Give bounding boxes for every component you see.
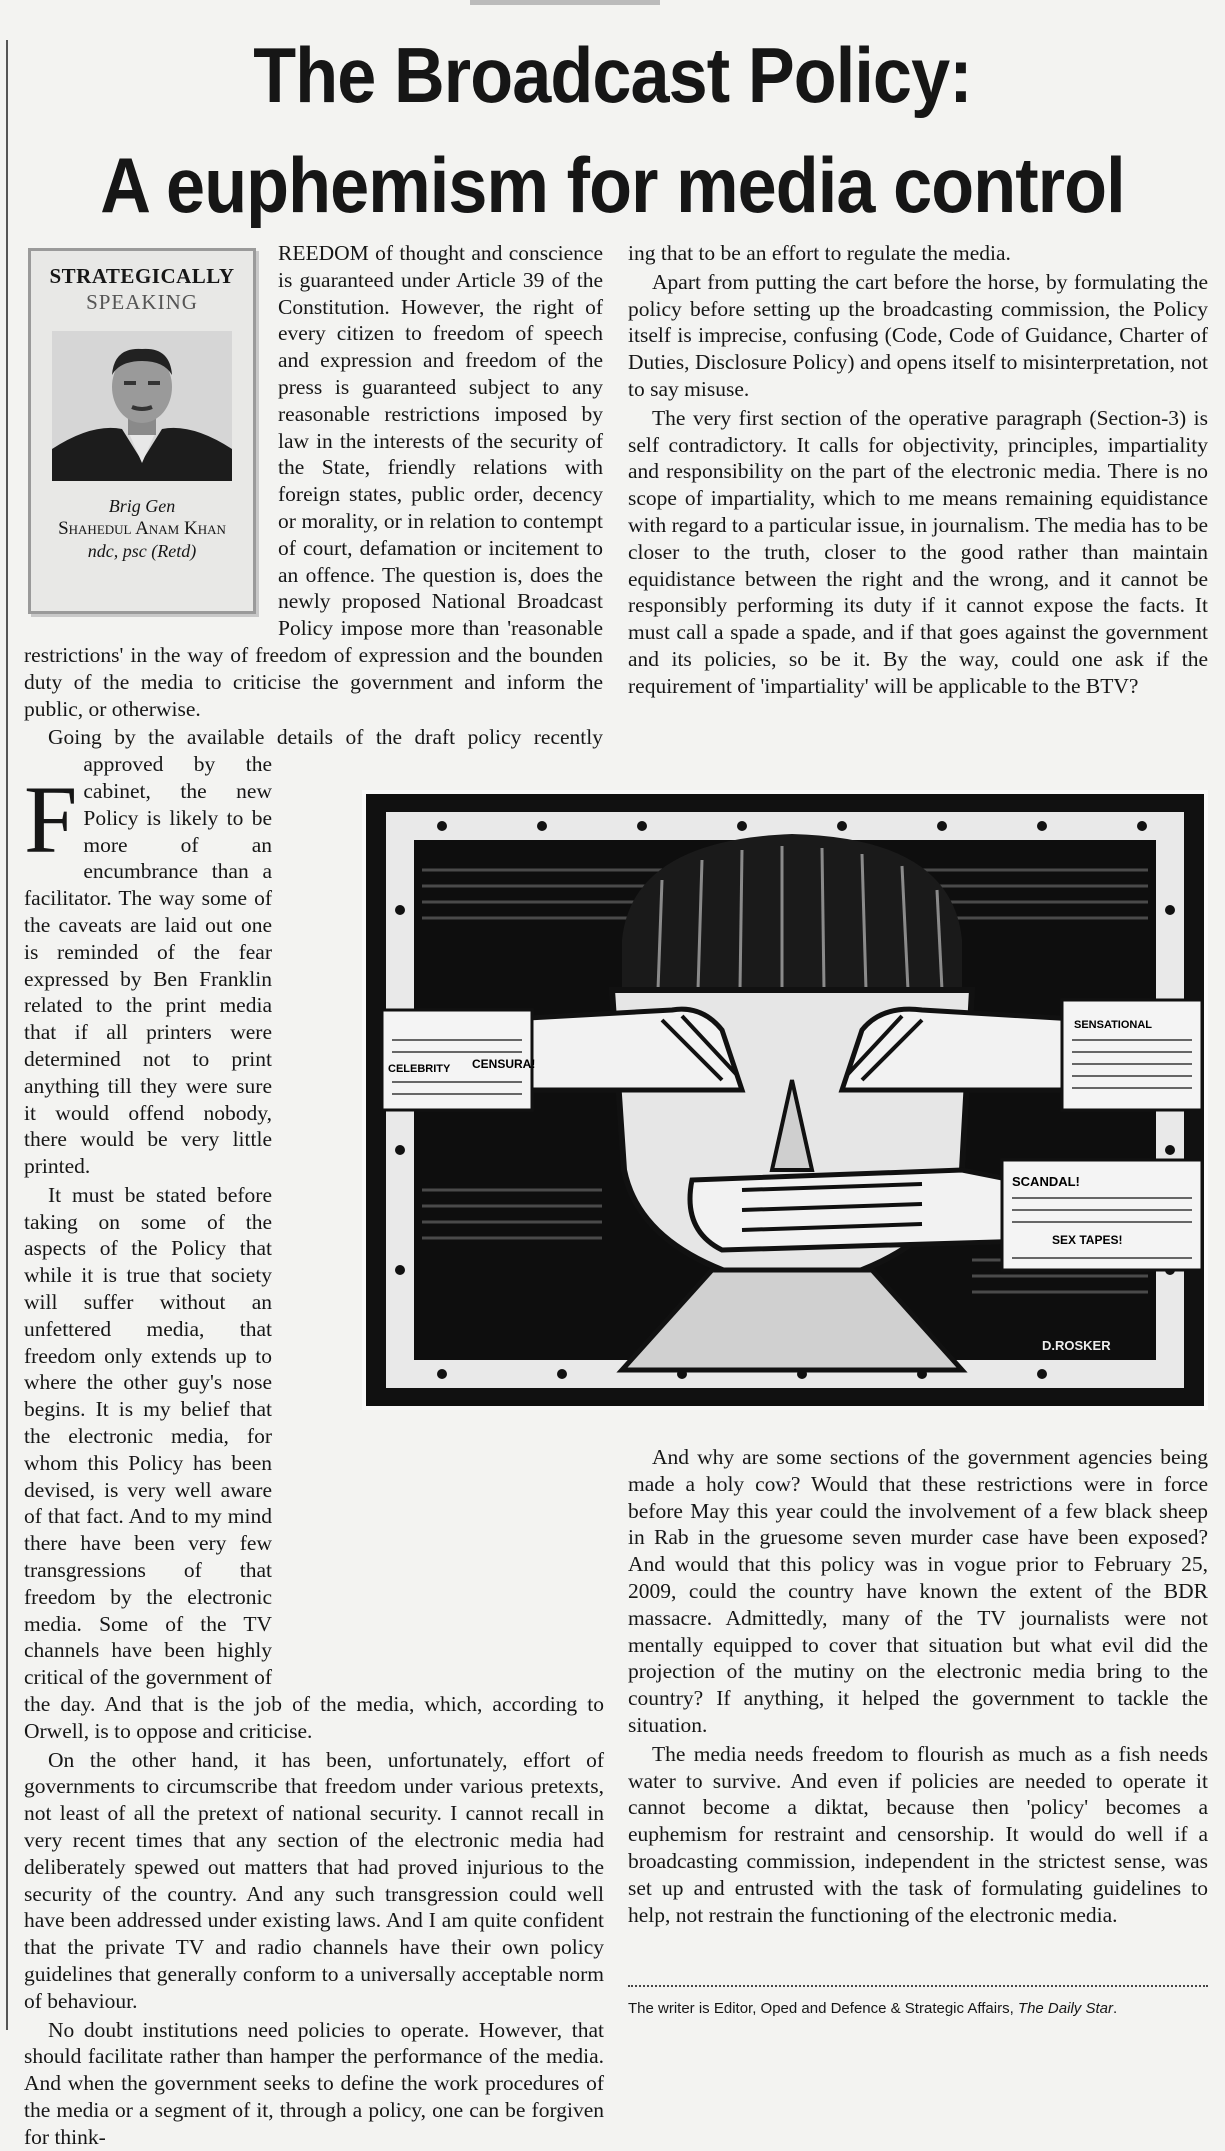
column-title: STRATEGICALLY (49, 264, 235, 288)
author-name: Shahedul Anam Khan (58, 518, 226, 539)
paragraph-8: The very first section of the operative paragraph (Section-3) is self contradictory. It calls for objectivity, principles, impartiality and responsibility on the part of the electronic media. There is no scope of impartiality, which to me means remaining equidistance with regard to a particular issue, in journalism. The media has to be closer to the truth, closer to the good rather than maintain equidistance between the right and the wrong, and it cannot be responsibly performing its duty if it cannot expose the facts. It must call a spade a spade, and if that goes against the government and its policies, so be it. By the way, could one ask if the requirement of 'impartiality' will be applicable to the BTV? (628, 405, 1208, 698)
footnote-text: The writer is Editor, Oped and Defence & Strategic Affairs, (628, 2000, 1018, 2017)
paragraph-1-text: REEDOM of thought and conscience is guaranteed under Article 39 of the Constitution. However, the right of every citizen to freedom of speech and expression and freedom of the press is guaranteed subject to any reasonable restrictions imposed by law in the interests of the security of the State, friendly relations with foreign states, public order, decency or morality, or in relation to contempt of court, defamation or incitement to an offence. The question is, does the newly proposed National Broadcast Policy impose more than 'reasonable restrictions' in the way of freedom of expression and the bounden duty of the media to criticise the government and inform the public, or otherwise. (24, 241, 603, 721)
paragraph-2: Going by the available details of the draft policy recently approved by the cabinet, the new Policy is likely to be more of an encumbrance than a facilitator. The way some of the caveats are laid out one is reminded of the fear expressed by Ben Franklin related to the print media that if all printers were determined not to print anything till they were sure it would offend nobody, there would be very little printed. (24, 725, 603, 1179)
cartoon-text-censura: CENSURA! (472, 1057, 536, 1071)
drop-cap: F (24, 766, 78, 873)
cartoon-text-celebrity: CELEBRITY (388, 1063, 451, 1075)
author-photo (52, 331, 232, 481)
paragraph-7: Apart from putting the cart before the horse, by formulating the policy before setting up the broadcasting commission, the Policy itself is imprecise, confusing (Code, Code of Guidance, Charter of Duties, Disclosure Policy) and opens itself to misinterpretation, not to say misuse. (628, 269, 1208, 401)
cartoon-text-sex-tapes: SEX TAPES! (1052, 1233, 1123, 1247)
top-rule (470, 0, 660, 5)
paragraph-3: It must be stated before taking on some of the aspects of the Policy that while it is true that society will suffer without an unfettered media, that freedom only extends up to where the other guy's nose begins. It is my belief that the electronic media, for whom this Policy has been devised, is very well aware of that fact. And to my mind there have been very few transgressions of that freedom by the electronic media. Some of the TV channels have been highly critical of the government of the day. And that is the job of the media, which, according to Orwell, is to oppose and criticise. (24, 1182, 604, 1743)
left-column-rule (6, 40, 8, 2030)
article-column-2-bottom (628, 1444, 1208, 1964)
paragraph-10: The media needs freedom to flourish as much as a fish needs water to survive. And even if policies are needed to operate it cannot become a diktat, because then 'policy' becomes a euphemism for restraint and censorship. It would do well if a broadcasting commission, independent in the strictest sense, was set up and entrusted with the task of formulating guidelines to help, not restrain the functioning of the electronic media. (628, 1741, 1208, 1927)
cartoon-text-scandal: SCANDAL! (1012, 1174, 1080, 1189)
paragraph-9: And why are some sections of the government agencies being made a holy cow? Would that these restrictions were in force before May this year could the involvement of a few black sheep in Rab in the gruesome seven murder case have been exposed? And would that this policy was in vogue prior to February 25, 2009, could the country have known the extent of the BDR massacre. Admittedly, many of the TV journalists were not mentally equipped to cover that situation but what evil did the projection of the mutiny on the electronic media bring to the country? If anything, it helped the government to tackle the situation. (628, 1445, 1208, 1737)
cartoon-text-sensational: SENSATIONAL (1074, 1019, 1153, 1031)
paragraph-5: No doubt institutions need policies to operate. However, that should facilitate rather than hamper the performance of the media. And when the government seeks to define the work procedures of the media or a segment of it, through a policy, one can be forgiven for think- (24, 2017, 604, 2149)
column-byline-box (28, 248, 256, 614)
author-rank: Brig Gen (108, 496, 176, 516)
spacer (603, 240, 604, 775)
headline (88, 20, 1137, 240)
paragraph-4: On the other hand, it has been, unfortunately, effort of governments to circumscribe that freedom under various pretexts, not least of all the pretext of national security. I cannot recall in very recent times that any section of the electronic media had deliberately spewed out matters that had proved injurious to the security of the country. And any such transgression could well have been addressed under existing laws. And I am quite confident that the private TV and radio channels have their own policy guidelines that generally conform to a universally acceptable norm of behaviour. (24, 1747, 604, 2013)
censorship-cartoon (362, 790, 1208, 1410)
cartoon-signature: D.ROSKER (1042, 1338, 1111, 1353)
headline-line-2: A euphemism for media control (100, 141, 1125, 229)
article-column-2-top (628, 240, 1208, 770)
paragraph-6: ing that to be an effort to regulate the media. (628, 241, 1011, 265)
author-portrait-icon (52, 331, 232, 481)
headline-line-1: The Broadcast Policy: (253, 31, 972, 119)
footnote-publication: The Daily Star (1017, 2000, 1113, 2017)
column-subtitle: SPEAKING (86, 290, 198, 314)
author-suffix: ndc, psc (Retd) (87, 541, 197, 561)
author-footnote: The writer is Editor, Oped and Defence & Strategic Affairs, The Daily Star. (628, 1985, 1208, 2017)
gagged-face-illustration (362, 790, 1208, 1410)
